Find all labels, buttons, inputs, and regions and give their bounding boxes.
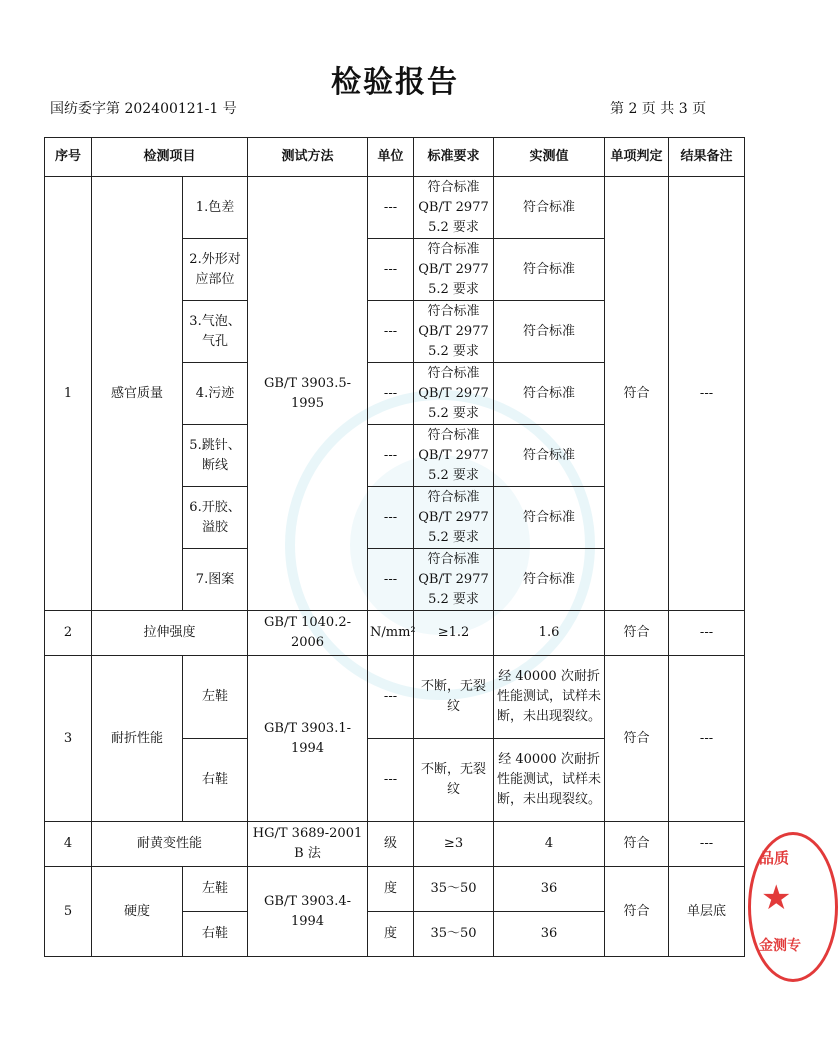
report-title: 检验报告 [331, 65, 459, 100]
cell-method: HG/T 3689-2001 B 法 [248, 822, 368, 867]
cell-unit: --- [368, 739, 414, 822]
cell-remark: --- [669, 822, 745, 867]
cell-subitem: 左鞋 [183, 656, 248, 739]
cell-requirement: 符合标准 QB/T 2977 5.2 要求 [414, 177, 494, 239]
cell-remark: --- [669, 656, 745, 822]
cell-subitem: 2.外形对应部位 [183, 239, 248, 301]
cell-no: 4 [45, 822, 92, 867]
cell-requirement: ≥1.2 [414, 611, 494, 656]
cell-subitem: 7.图案 [183, 549, 248, 611]
cell-judgement: 符合 [605, 822, 669, 867]
cell-method: GB/T 3903.4-1994 [248, 867, 368, 957]
cell-method: GB/T 3903.5-1995 [248, 177, 368, 611]
header-judgement: 单项判定 [605, 138, 669, 177]
cell-item: 拉伸强度 [92, 611, 248, 656]
header-requirement: 标准要求 [414, 138, 494, 177]
cell-requirement: 不断，无裂纹 [414, 656, 494, 739]
cell-judgement: 符合 [605, 177, 669, 611]
cell-unit: --- [368, 549, 414, 611]
header-remark: 结果备注 [669, 138, 745, 177]
cell-item: 耐折性能 [92, 656, 183, 822]
star-icon: ★ [761, 878, 792, 918]
cell-subitem: 1.色差 [183, 177, 248, 239]
cell-remark: 单层底 [669, 867, 745, 957]
page-info: 第 2 页 共 3 页 [610, 101, 707, 117]
cell-requirement: 符合标准 QB/T 2977 5.2 要求 [414, 239, 494, 301]
cell-subitem: 左鞋 [183, 867, 248, 912]
cell-unit: N/mm² [368, 611, 414, 656]
cell-subitem: 6.开胶、溢胶 [183, 487, 248, 549]
cell-measured: 经 40000 次耐折性能测试，试样未断，未出现裂纹。 [494, 739, 605, 822]
cell-method: GB/T 1040.2-2006 [248, 611, 368, 656]
cell-measured: 符合标准 [494, 425, 605, 487]
cell-unit: --- [368, 177, 414, 239]
cell-measured: 4 [494, 822, 605, 867]
cell-measured: 符合标准 [494, 239, 605, 301]
seal-bottom-text: 金测专 [759, 938, 801, 954]
cell-requirement: 符合标准 QB/T 2977 5.2 要求 [414, 487, 494, 549]
cell-subitem: 5.跳针、断线 [183, 425, 248, 487]
cell-requirement: 符合标准 QB/T 2977 5.2 要求 [414, 549, 494, 611]
header-item: 检测项目 [92, 138, 248, 177]
cell-subitem: 4.污迹 [183, 363, 248, 425]
cell-requirement: 符合标准 QB/T 2977 5.2 要求 [414, 301, 494, 363]
cell-no: 3 [45, 656, 92, 822]
header-unit: 单位 [368, 138, 414, 177]
cell-requirement: 35～50 [414, 912, 494, 957]
cell-measured: 符合标准 [494, 549, 605, 611]
cell-remark: --- [669, 177, 745, 611]
table-row [45, 656, 745, 739]
cell-requirement: 35～50 [414, 867, 494, 912]
cell-remark: --- [669, 611, 745, 656]
table-row [45, 177, 745, 239]
cell-no: 2 [45, 611, 92, 656]
table-row [45, 867, 745, 912]
header-method: 测试方法 [248, 138, 368, 177]
cell-measured: 1.6 [494, 611, 605, 656]
cell-unit: --- [368, 363, 414, 425]
cell-unit: --- [368, 301, 414, 363]
cell-requirement: 符合标准 QB/T 2977 5.2 要求 [414, 425, 494, 487]
seal-top-text: 品质 [759, 849, 790, 867]
red-seal-stamp [748, 832, 838, 982]
cell-judgement: 符合 [605, 867, 669, 957]
cell-no: 5 [45, 867, 92, 957]
cell-subitem: 右鞋 [183, 912, 248, 957]
cell-subitem: 右鞋 [183, 739, 248, 822]
table-row [45, 611, 745, 656]
table-header-row [45, 138, 745, 177]
cell-measured: 符合标准 [494, 301, 605, 363]
cell-judgement: 符合 [605, 611, 669, 656]
cell-unit: 度 [368, 867, 414, 912]
cell-item: 感官质量 [92, 177, 183, 611]
header-no: 序号 [45, 138, 92, 177]
cell-measured: 36 [494, 912, 605, 957]
cell-item: 硬度 [92, 867, 183, 957]
cell-measured: 36 [494, 867, 605, 912]
cell-unit: 级 [368, 822, 414, 867]
cell-measured: 经 40000 次耐折性能测试，试样未断，未出现裂纹。 [494, 656, 605, 739]
cell-unit: --- [368, 425, 414, 487]
cell-measured: 符合标准 [494, 177, 605, 239]
cell-unit: --- [368, 239, 414, 301]
cell-unit: 度 [368, 912, 414, 957]
header-measured: 实测值 [494, 138, 605, 177]
cell-requirement: ≥3 [414, 822, 494, 867]
cell-item: 耐黄变性能 [92, 822, 248, 867]
inspection-table [44, 137, 745, 957]
table-row [45, 822, 745, 867]
cell-subitem: 3.气泡、气孔 [183, 301, 248, 363]
cell-unit: --- [368, 487, 414, 549]
cell-unit: --- [368, 656, 414, 739]
cell-requirement: 符合标准 QB/T 2977 5.2 要求 [414, 363, 494, 425]
document-number: 国纺委字第 202400121-1 号 [50, 101, 237, 117]
cell-requirement: 不断，无裂纹 [414, 739, 494, 822]
cell-measured: 符合标准 [494, 487, 605, 549]
cell-no: 1 [45, 177, 92, 611]
cell-method: GB/T 3903.1-1994 [248, 656, 368, 822]
cell-judgement: 符合 [605, 656, 669, 822]
cell-measured: 符合标准 [494, 363, 605, 425]
